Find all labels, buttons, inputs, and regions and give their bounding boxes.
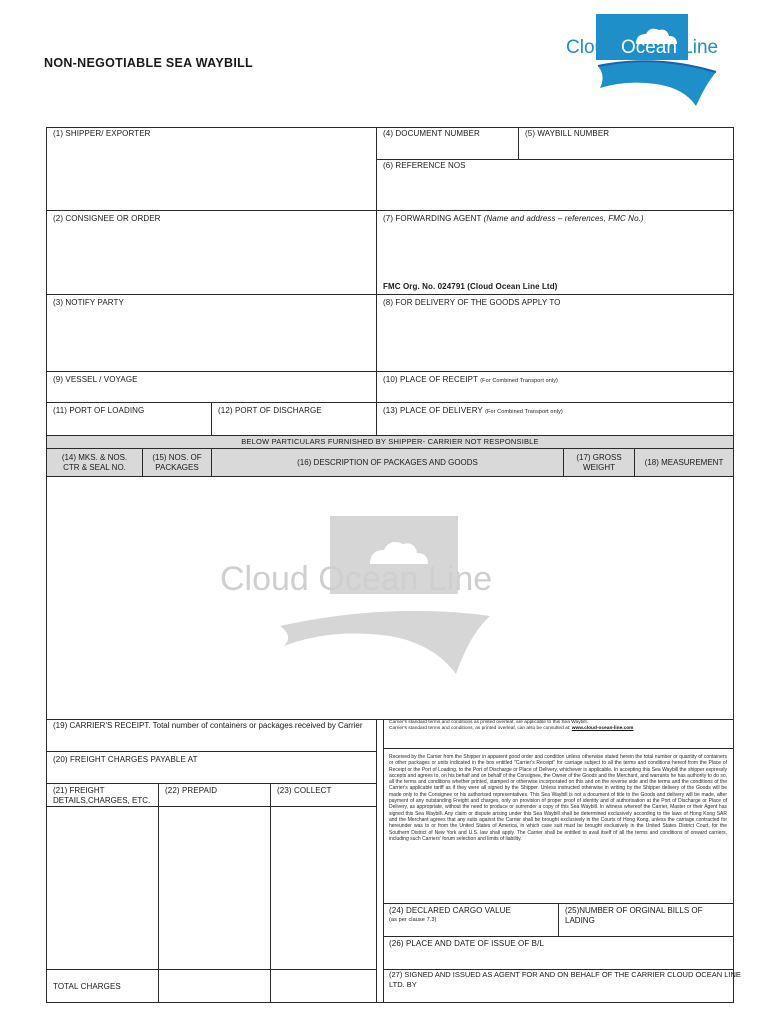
total-collect-cell[interactable] bbox=[270, 969, 377, 1003]
original-bills-line1: (25)NUMBER OF ORGINAL BILLS OF bbox=[565, 906, 703, 915]
terms-url-link[interactable]: www.cloud-ocean-line.com bbox=[571, 726, 634, 731]
col-packages-label bbox=[142, 448, 212, 477]
page-title: NON-NEGOTIABLE SEA WAYBILL bbox=[44, 56, 253, 70]
carriers-receipt-label: (19) CARRIER'S RECEIPT. Total number of containers or packages received by Carrier bbox=[53, 721, 363, 730]
delivery-apply-label: (8) FOR DELIVERY OF THE GOODS APPLY TO bbox=[383, 298, 561, 307]
total-charges-label: TOTAL CHARGES bbox=[53, 982, 121, 991]
signature-label bbox=[389, 970, 741, 990]
forwarding-agent-text: (7) FORWARDING AGENT bbox=[383, 214, 482, 223]
logo-text bbox=[566, 37, 718, 59]
watermark-text: Cloud Ocean Line bbox=[220, 560, 493, 598]
col-gross-line1: (17) GROSS bbox=[576, 452, 622, 462]
place-of-delivery-text: (13) PLACE OF DELIVERY bbox=[383, 406, 483, 415]
place-date-issue-label: (26) PLACE AND DATE OF ISSUE OF B/L bbox=[389, 939, 544, 948]
notify-party-label: (3) NOTIFY PARTY bbox=[53, 298, 124, 307]
col-packages-line2: PACKAGES bbox=[155, 462, 199, 472]
port-of-discharge-label: (12) PORT OF DISCHARGE bbox=[218, 406, 322, 415]
logo-graphic bbox=[566, 14, 736, 114]
vessel-voyage-label: (9) VESSEL / VOYAGE bbox=[53, 375, 138, 384]
prepaid-column[interactable] bbox=[158, 806, 271, 970]
place-of-receipt-text: (10) PLACE OF RECEIPT bbox=[383, 375, 478, 384]
col-description-label: (16) DESCRIPTION OF PACKAGES AND GOODS bbox=[297, 457, 478, 467]
terms-standard-line2 bbox=[389, 726, 729, 732]
waybill-number-label: (5) WAYBILL NUMBER bbox=[525, 129, 610, 138]
signature-line1: (27) SIGNED AND ISSUED AS AGENT FOR AND ON BEHALF OF THE CARRIER CLOUD OCEAN LINE bbox=[389, 970, 741, 979]
particulars-banner-text: BELOW PARTICULARS FURNISHED BY SHIPPER- CARRIER NOT RESPONSIBLE bbox=[241, 437, 539, 446]
declared-value-label: (24) DECLARED CARGO VALUE bbox=[389, 906, 511, 915]
place-of-delivery-note: (For Combined Transport only) bbox=[485, 409, 563, 415]
logo-word-ocean: Ocean bbox=[620, 37, 677, 58]
signature-line2: LTD. BY bbox=[389, 980, 417, 989]
terms-standard-text: Carrier's standard terms and conditions, as printed overleaf, can also be consulted at: bbox=[389, 726, 571, 731]
col-marks-line1: (14) MKS. & NOS. bbox=[61, 452, 128, 462]
freight-details-column[interactable] bbox=[46, 806, 159, 970]
total-prepaid-cell[interactable] bbox=[158, 969, 271, 1003]
original-bills-line2: LADING bbox=[565, 916, 595, 925]
forwarding-agent-note: (Name and address – references, FMC No.) bbox=[483, 214, 644, 223]
col-marks-label bbox=[46, 448, 143, 477]
prepaid-label: (22) PREPAID bbox=[165, 786, 218, 795]
reference-nos-label: (6) REFERENCE NOS bbox=[383, 161, 466, 170]
collect-column[interactable] bbox=[270, 806, 377, 970]
shipper-label: (1) SHIPPER/ EXPORTER bbox=[53, 129, 151, 138]
place-of-receipt-label bbox=[383, 375, 558, 384]
place-of-delivery-label bbox=[383, 406, 563, 415]
document-number-label: (4) DOCUMENT NUMBER bbox=[383, 129, 480, 138]
freight-details-line2: DETAILS,CHARGES, ETC. bbox=[53, 796, 151, 805]
col-marks-line2: CTR & SEAL NO. bbox=[63, 462, 126, 472]
shipper-box[interactable] bbox=[46, 127, 377, 211]
declared-value-note: (as per clause 7.3) bbox=[389, 917, 437, 923]
freight-payable-label: (20) FREIGHT CHARGES PAYABLE AT bbox=[53, 755, 198, 764]
col-gross-line2: WEIGHT bbox=[583, 462, 615, 472]
col-packages-line1: (15) NOS. OF bbox=[152, 452, 202, 462]
col-gross-label bbox=[563, 448, 635, 477]
forwarding-agent-label bbox=[383, 214, 644, 223]
consignee-label: (2) CONSIGNEE OR ORDER bbox=[53, 214, 161, 223]
company-logo bbox=[566, 14, 736, 114]
freight-details-line1: (21) FREIGHT bbox=[53, 786, 105, 795]
original-bills-label bbox=[565, 906, 703, 926]
place-of-receipt-note: (For Combined Transport only) bbox=[480, 378, 558, 384]
watermark-logo bbox=[220, 516, 550, 676]
collect-label: (23) COLLECT bbox=[277, 786, 332, 795]
fmc-org-number: FMC Org. No. 024791 (Cloud Ocean Line Ltd) bbox=[383, 282, 558, 291]
port-of-loading-label: (11) PORT OF LOADING bbox=[53, 406, 145, 415]
terms-standard-line1: Carrier's standard terms and conditions as printed overleaf, are applicable to this Sea Waybill. bbox=[389, 720, 588, 725]
terms-standard bbox=[389, 720, 729, 732]
logo-word-line: Line bbox=[682, 37, 719, 58]
col-measurement-label: (18) MEASUREMENT bbox=[644, 457, 724, 467]
logo-word-cloud: Cloud bbox=[566, 37, 616, 58]
terms-body-text: Received by the Carrier from the Shipper in apparent good order and condition unless otherwise stated herein the total number or quantity of containers or other packages or units indicated in the box entitled "Carrier's Receipt" for carriage subject to all the terms and conditions hereof from the Place of Receipt or the Port of Loading, to the Port of Discharge or Place of Delivery, whichever is applicable. In accepting this Sea Waybill the shipper expressly accepts and agrees to, on his behalf and on behalf of the Consignee, the Owner of the Goods and the Merchant, and warrants he has authority to do so, all the terms and conditions whether printed, stamped or otherwise incorporated on this and on the reverse side and the terms and the conditions of the Carrier's applicable tariff as if they were all signed by the Shipper. Unless instructed otherwise in writing by the Shipper delivery of the Goods will be made only to the Consignee or his authorised representatives. This Sea Waybill is not a document of title to the Goods and delivery will be made, after payment of any outstanding Freight and charges, only on provision of proper proof of identity and of authorisation at the Port of Discharge or Place of Delivery, as appropriate, without the need to produce or surrender a copy of this Sea Waybill. In witness whereof the Carrier, Master or their Agent has signed this Sea Waybill. Any claim or dispute arising under this Sea Waybill shall be determined exclusively according to the laws of Hong Kong SAR and the Merchant agrees that any suits against the Carrier shall be brought exclusively in the Courts of Hong Kong, unless the carriage contracted for hereunder was to or from the United States of America, in which case suit must be brought exclusively in the United States District Court, for the Southern District of New York and U.S. law shall apply. The Carrier shall be entitled to avail itself of all the terms and conditions of onward carriers, including such Carriers' forum selection and limits of liability. bbox=[389, 754, 727, 842]
freight-details-label bbox=[53, 786, 150, 806]
